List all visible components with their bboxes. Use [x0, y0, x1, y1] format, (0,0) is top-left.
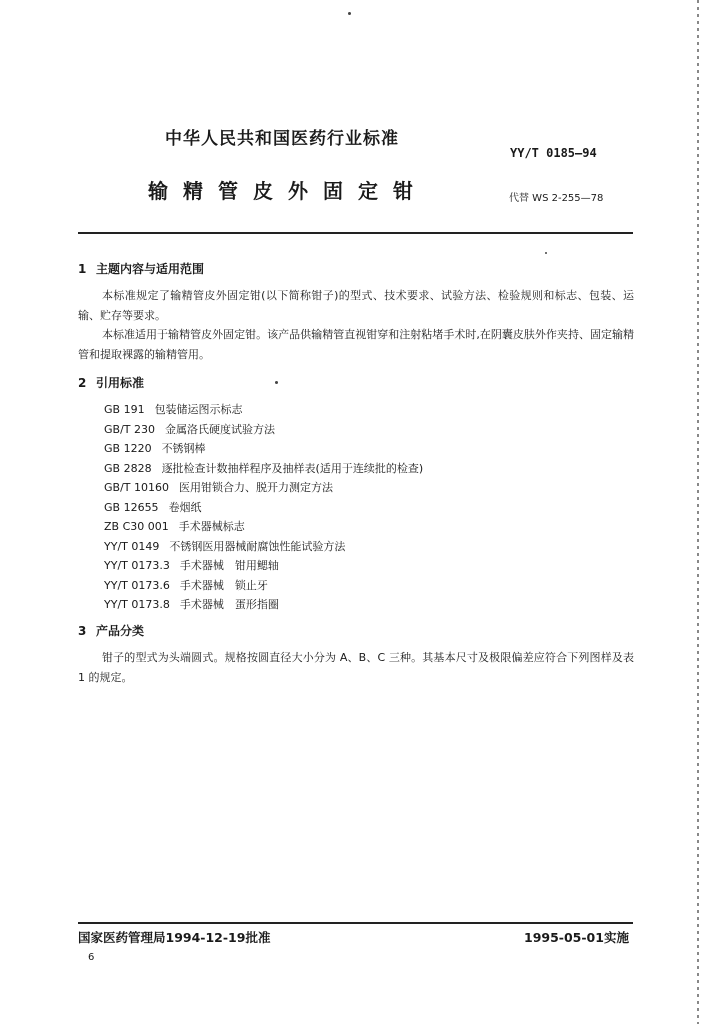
- section-title: 引用标准: [96, 376, 145, 390]
- reference-item: [104, 498, 423, 518]
- header-divider: [78, 232, 633, 234]
- reference-code: GB 1220: [104, 442, 152, 455]
- org-title: 中华人民共和国医药行业标准: [165, 129, 399, 149]
- reference-title: 手术器械 蛋形指圈: [179, 598, 279, 611]
- section-2-heading: [78, 374, 144, 391]
- reference-code: YY/T 0149: [104, 539, 160, 553]
- reference-title: 金属洛氏硬度试验方法: [165, 422, 275, 436]
- section-1-paragraph-1: 本标准规定了输精管皮外固定钳(以下简称钳子)的型式、技术要求、试验方法、检验规则和标志、包装、运输、贮存等要求。: [78, 289, 634, 322]
- scan-speck: [348, 12, 351, 15]
- page-number: 6: [88, 952, 95, 963]
- reference-item: [104, 556, 423, 576]
- reference-code: GB 12655: [104, 500, 159, 514]
- reference-title: 医用钳锁合力、脱开力测定方法: [179, 481, 333, 494]
- reference-item: [104, 478, 423, 498]
- reference-title: 不锈钢医用器械耐腐蚀性能试验方法: [169, 539, 346, 553]
- approval-line: 国家医药管理局1994-12-19批准: [78, 930, 271, 945]
- reference-list: [104, 400, 423, 615]
- reference-title: 包装储运图示标志: [154, 403, 243, 416]
- section-number: 2: [78, 376, 87, 390]
- section-3-paragraph-1: 钳子的型式为头端圆式。规格按圆直径大小分为 A、B、C 三种。其基本尺寸及极限偏差应符合下列图样及表 1 的规定。: [78, 651, 634, 684]
- section-title: 主题内容与适用范围: [96, 262, 205, 276]
- footer-divider: [78, 922, 633, 924]
- reference-title: 不锈钢棒: [161, 442, 206, 455]
- scan-edge-artifact: [697, 0, 699, 1024]
- scan-speck: [275, 381, 278, 384]
- reference-item: [104, 400, 423, 420]
- section-number: 3: [78, 624, 87, 638]
- reference-item: [104, 459, 423, 479]
- reference-item: [104, 576, 423, 596]
- section-1-heading: [78, 260, 204, 277]
- reference-code: YY/T 0173.8: [104, 598, 170, 611]
- reference-title: 手术器械标志: [178, 520, 245, 533]
- reference-title: 逐批检查计数抽样程序及抽样表(适用于连续批的检查): [161, 461, 424, 475]
- section-3-heading: [78, 622, 144, 639]
- effective-date: 1995-05-01实施: [524, 930, 629, 945]
- document-title: 输精管皮外固定钳: [148, 179, 428, 203]
- section-number: 1: [78, 262, 87, 276]
- replaces-standard: 代替 WS 2-255—78: [509, 193, 604, 204]
- reference-code: YY/T 0173.3: [104, 559, 170, 572]
- reference-item: [104, 537, 423, 557]
- reference-code: GB/T 230: [104, 422, 155, 436]
- reference-title: 手术器械 钳用鳃轴: [179, 559, 279, 572]
- reference-title: 卷烟纸: [168, 500, 202, 514]
- section-1-paragraph-2: 本标准适用于输精管皮外固定钳。该产品供输精管直视钳穿和注射粘堵手术时,在阴囊皮肤外作夹持、固定输精管和提取裸露的输精管用。: [78, 328, 634, 361]
- reference-code: ZB C30 001: [104, 520, 169, 533]
- reference-code: GB/T 10160: [104, 481, 169, 494]
- reference-item: [104, 517, 423, 537]
- reference-item: [104, 595, 423, 615]
- reference-item: [104, 420, 423, 440]
- reference-code: YY/T 0173.6: [104, 578, 170, 592]
- scan-speck: [545, 252, 547, 254]
- reference-title: 手术器械 锁止牙: [179, 578, 268, 592]
- reference-item: [104, 439, 423, 459]
- standard-number: YY/T 0185—94: [510, 146, 597, 160]
- reference-code: GB 2828: [104, 461, 152, 475]
- reference-code: GB 191: [104, 403, 145, 416]
- section-title: 产品分类: [96, 624, 145, 638]
